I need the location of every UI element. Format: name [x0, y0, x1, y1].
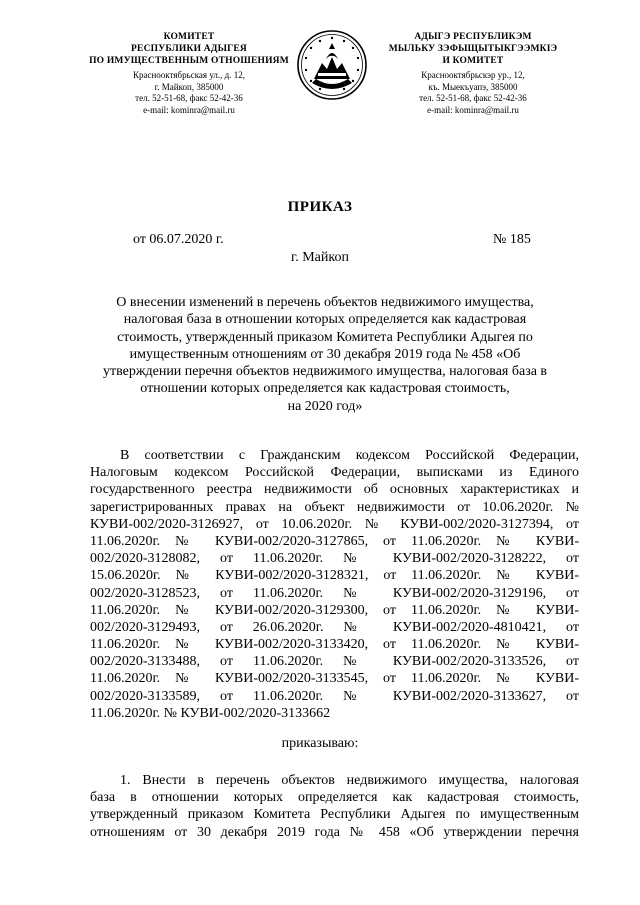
subject-line: налоговая база в отношении которых определяется как кадастровая — [123, 312, 527, 328]
text-line: государственного реестра недвижимости об основных характеристиках и — [90, 482, 579, 498]
preamble-paragraph — [90, 447, 579, 722]
org-name-line: И КОМИТЕТ — [442, 56, 504, 66]
org-email: e-mail: kominra@mail.ru — [427, 104, 519, 115]
org-name-line: АДЫГЭ РЕСПУБЛИКЭМ — [414, 32, 532, 42]
text-line: КУВИ-002/2020-3126927, от 10.06.2020г. № КУВИ-002/2020-3127394, от — [90, 516, 579, 532]
org-name-line: РЕСПУБЛИКИ АДЫГЕЯ — [131, 44, 247, 54]
text-line: Налоговым кодексом Российской Федерации, выписками из Единого — [90, 465, 579, 481]
org-name-line: КОМИТЕТ — [163, 32, 215, 42]
text-line: 1. Внести в перечень объектов недвижимого имущества, налоговая — [120, 773, 579, 788]
org-address: Краснооктябрьскэр ур., 12, — [421, 70, 525, 80]
org-name-line: МЫЛЬКУ ЗЭФЫЩЫТЫКГЭЭМКIЭ — [388, 44, 558, 54]
text-line: 15.06.2020г. № КУВИ-002/2020-3128321, от 11.06.2020г. № КУВИ- — [90, 568, 579, 584]
order-date: от 06.07.2020 г. — [133, 232, 224, 247]
text-line: 002/2020-3133488, от 11.06.2020г. № КУВИ-002/2020-3133526, от — [90, 654, 579, 670]
text-line: 002/2020-3128082, от 11.06.2020г. № КУВИ-002/2020-3128222, от — [90, 551, 579, 567]
text-line: 11.06.2020г. № КУВИ-002/2020-3133662 — [90, 705, 331, 721]
text-line: 11.06.2020г. № КУВИ-002/2020-3133420, от 11.06.2020г. № КУВИ- — [90, 637, 579, 653]
text-line: утвержденный приказом Комитета Республики Адыгея по имущественным — [90, 807, 579, 823]
item-1-paragraph — [90, 772, 579, 841]
org-address: Краснооктябрьская ул., д. 12, — [133, 70, 245, 80]
org-name-line: ПО ИМУЩЕСТВЕННЫМ ОТНОШЕНИЯМ — [89, 56, 289, 66]
org-email: e-mail: kominra@mail.ru — [143, 104, 235, 115]
text-line: 002/2020-3133589, от 11.06.2020г. № КУВИ-002/2020-3133627, от — [90, 688, 579, 704]
org-phone: тел. 52-51-68, факс 52-42-36 — [419, 93, 527, 103]
text-line: 002/2020-3129493, от 26.06.2020г. № КУВИ-002/2020-4810421, от — [90, 619, 579, 635]
order-subject — [90, 294, 560, 415]
text-line: 11.06.2020г. № КУВИ-002/2020-3133545, от 11.06.2020г. № КУВИ- — [90, 671, 579, 687]
text-line: В соответствии с Гражданским кодексом Российской Федерации, — [120, 448, 579, 463]
org-phone: тел. 52-51-68, факс 52-42-36 — [135, 93, 243, 103]
text-line: зарегистрированных правах на объект недвижимости от 10.06.2020г. № — [90, 499, 579, 515]
order-city: г. Майкоп — [291, 250, 349, 265]
header-left — [80, 31, 298, 116]
coat-of-arms-emblem — [296, 29, 368, 101]
text-line: 002/2020-3128523, от 11.06.2020г. № КУВИ-002/2020-3129196, от — [90, 585, 579, 601]
header-right — [372, 31, 574, 116]
subject-line: на 2020 год» — [287, 398, 363, 414]
orders-word: приказываю: — [281, 736, 359, 751]
org-city: къ. Мыекъуапэ, 385000 — [428, 81, 518, 92]
text-line: база в отношении которых определяется как кадастровая стоимость, — [90, 790, 579, 806]
subject-line: имущественным отношениям от 30 декабря 2019 года № 458 «Об — [129, 346, 521, 362]
subject-line: утверждении перечня объектов недвижимого имущества, налоговая база в — [102, 364, 548, 380]
subject-line: О внесении изменений в перечень объектов недвижимого имущества, — [116, 295, 534, 310]
text-line: 11.06.2020г. № КУВИ-002/2020-3129300, от 11.06.2020г. № КУВИ- — [90, 602, 579, 618]
subject-line: стоимость, утвержденный приказом Комитета Республики Адыгея по — [117, 329, 533, 345]
document-title: ПРИКАЗ — [287, 199, 353, 215]
org-city: г. Майкоп, 385000 — [154, 81, 224, 92]
subject-line: отношении которых определяется как кадастровая стоимость, — [140, 381, 510, 397]
text-line: отношениям от 30 декабря 2019 года № 458 «Об утверждении перечня — [90, 824, 579, 840]
text-line: 11.06.2020г. № КУВИ-002/2020-3127865, от 11.06.2020г. № КУВИ- — [90, 533, 579, 549]
order-number: № 185 — [493, 232, 531, 247]
